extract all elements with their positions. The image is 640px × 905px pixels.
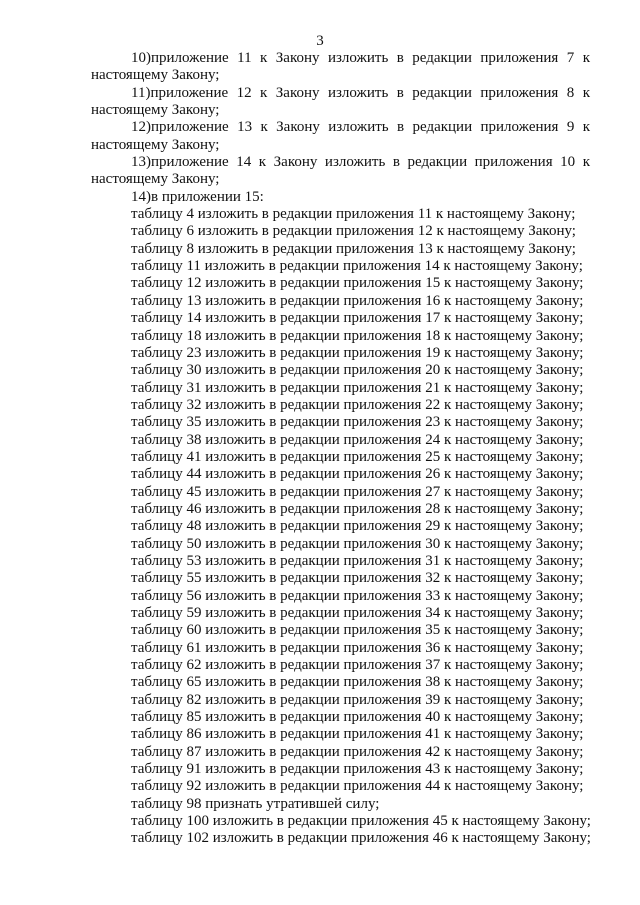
- paragraph-first-line: 10)приложение 11 к Закону изложить в редакции приложения 7 к: [131, 50, 590, 66]
- table-item: таблицу 45 изложить в редакции приложения 27 к настоящему Закону;: [131, 483, 584, 500]
- table-item: таблицу 8 изложить в редакции приложения 13 к настоящему Закону;: [131, 240, 576, 257]
- table-item: таблицу 18 изложить в редакции приложения 18 к настоящему Закону;: [131, 327, 584, 344]
- paragraph-item-12: [91, 119, 590, 154]
- document-body: [91, 50, 590, 848]
- item-14-heading: 14)в приложении 15:: [131, 188, 264, 205]
- table-item: таблицу 35 изложить в редакции приложения 23 к настоящему Закону;: [131, 414, 584, 431]
- paragraph-continuation: настоящему Закону;: [91, 171, 220, 188]
- table-item: таблицу 41 изложить в редакции приложения 25 к настоящему Закону;: [131, 448, 584, 465]
- table-item: таблицу 65 изложить в редакции приложения 38 к настоящему Закону;: [131, 674, 584, 691]
- table-item: таблицу 82 изложить в редакции приложения 39 к настоящему Закону;: [131, 691, 584, 708]
- table-item: таблицу 4 изложить в редакции приложения 11 к настоящему Закону;: [131, 206, 576, 223]
- paragraph-item-13: [91, 154, 590, 189]
- table-item: таблицу 92 изложить в редакции приложения 44 к настоящему Закону;: [131, 778, 584, 795]
- paragraph-continuation: настоящему Закону;: [91, 102, 220, 119]
- table-item: таблицу 12 изложить в редакции приложения 15 к настоящему Закону;: [131, 275, 584, 292]
- table-item: таблицу 85 изложить в редакции приложения 40 к настоящему Закону;: [131, 709, 584, 726]
- table-item: таблицу 13 изложить в редакции приложения 16 к настоящему Закону;: [131, 292, 584, 309]
- table-item: таблицу 14 изложить в редакции приложения 17 к настоящему Закону;: [131, 310, 584, 327]
- table-item: таблицу 100 изложить в редакции приложения 45 к настоящему Закону;: [131, 813, 591, 830]
- table-item: таблицу 30 изложить в редакции приложения 20 к настоящему Закону;: [131, 362, 584, 379]
- table-item: таблицу 46 изложить в редакции приложения 28 к настоящему Закону;: [131, 500, 584, 517]
- table-item: таблицу 48 изложить в редакции приложения 29 к настоящему Закону;: [131, 518, 584, 535]
- table-item: таблицу 44 изложить в редакции приложения 26 к настоящему Закону;: [131, 466, 584, 483]
- table-item: таблицу 56 изложить в редакции приложения 33 к настоящему Закону;: [131, 587, 584, 604]
- paragraph-first-line: 12)приложение 13 к Закону изложить в редакции приложения 9 к: [131, 119, 590, 136]
- table-item: таблицу 87 изложить в редакции приложения 42 к настоящему Закону;: [131, 743, 584, 760]
- table-item: таблицу 61 изложить в редакции приложения 36 к настоящему Закону;: [131, 639, 584, 656]
- table-item: таблицу 6 изложить в редакции приложения 12 к настоящему Закону;: [131, 223, 576, 240]
- paragraph-first-line: 11)приложение 12 к Закону изложить в редакции приложения 8 к: [131, 84, 590, 101]
- table-item: таблицу 91 изложить в редакции приложения 43 к настоящему Закону;: [131, 761, 584, 778]
- table-item: таблицу 31 изложить в редакции приложения 21 к настоящему Закону;: [131, 379, 584, 396]
- page-number: 3: [316, 33, 324, 49]
- table-item: таблицу 98 признать утратившей силу;: [131, 795, 380, 812]
- table-list: [91, 206, 590, 848]
- table-item: таблицу 62 изложить в редакции приложения 37 к настоящему Закону;: [131, 657, 584, 674]
- table-item: таблицу 86 изложить в редакции приложения 41 к настоящему Закону;: [131, 726, 584, 743]
- table-item: таблицу 50 изложить в редакции приложения 30 к настоящему Закону;: [131, 535, 584, 552]
- table-item: таблицу 11 изложить в редакции приложения 14 к настоящему Закону;: [131, 258, 583, 275]
- paragraph-item-11: [91, 85, 590, 120]
- paragraph-continuation: настоящему Закону;: [91, 136, 220, 153]
- table-item: таблицу 55 изложить в редакции приложения 32 к настоящему Закону;: [131, 570, 584, 587]
- table-item: таблицу 53 изложить в редакции приложения 31 к настоящему Закону;: [131, 552, 584, 569]
- paragraph-first-line: 13)приложение 14 к Закону изложить в редакции приложения 10 к: [131, 154, 590, 171]
- table-item: таблицу 38 изложить в редакции приложения 24 к настоящему Закону;: [131, 431, 584, 448]
- table-item: таблицу 59 изложить в редакции приложения 34 к настоящему Закону;: [131, 605, 584, 621]
- table-item: таблицу 102 изложить в редакции приложения 46 к настоящему Закону;: [131, 830, 591, 847]
- table-item: таблицу 23 изложить в редакции приложения 19 к настоящему Закону;: [131, 344, 584, 361]
- table-item: таблицу 32 изложить в редакции приложения 22 к настоящему Закону;: [131, 396, 584, 413]
- table-item: таблицу 60 изложить в редакции приложения 35 к настоящему Закону;: [131, 622, 584, 639]
- paragraph-continuation: настоящему Закону;: [91, 67, 220, 84]
- paragraph-item-10: [91, 50, 590, 85]
